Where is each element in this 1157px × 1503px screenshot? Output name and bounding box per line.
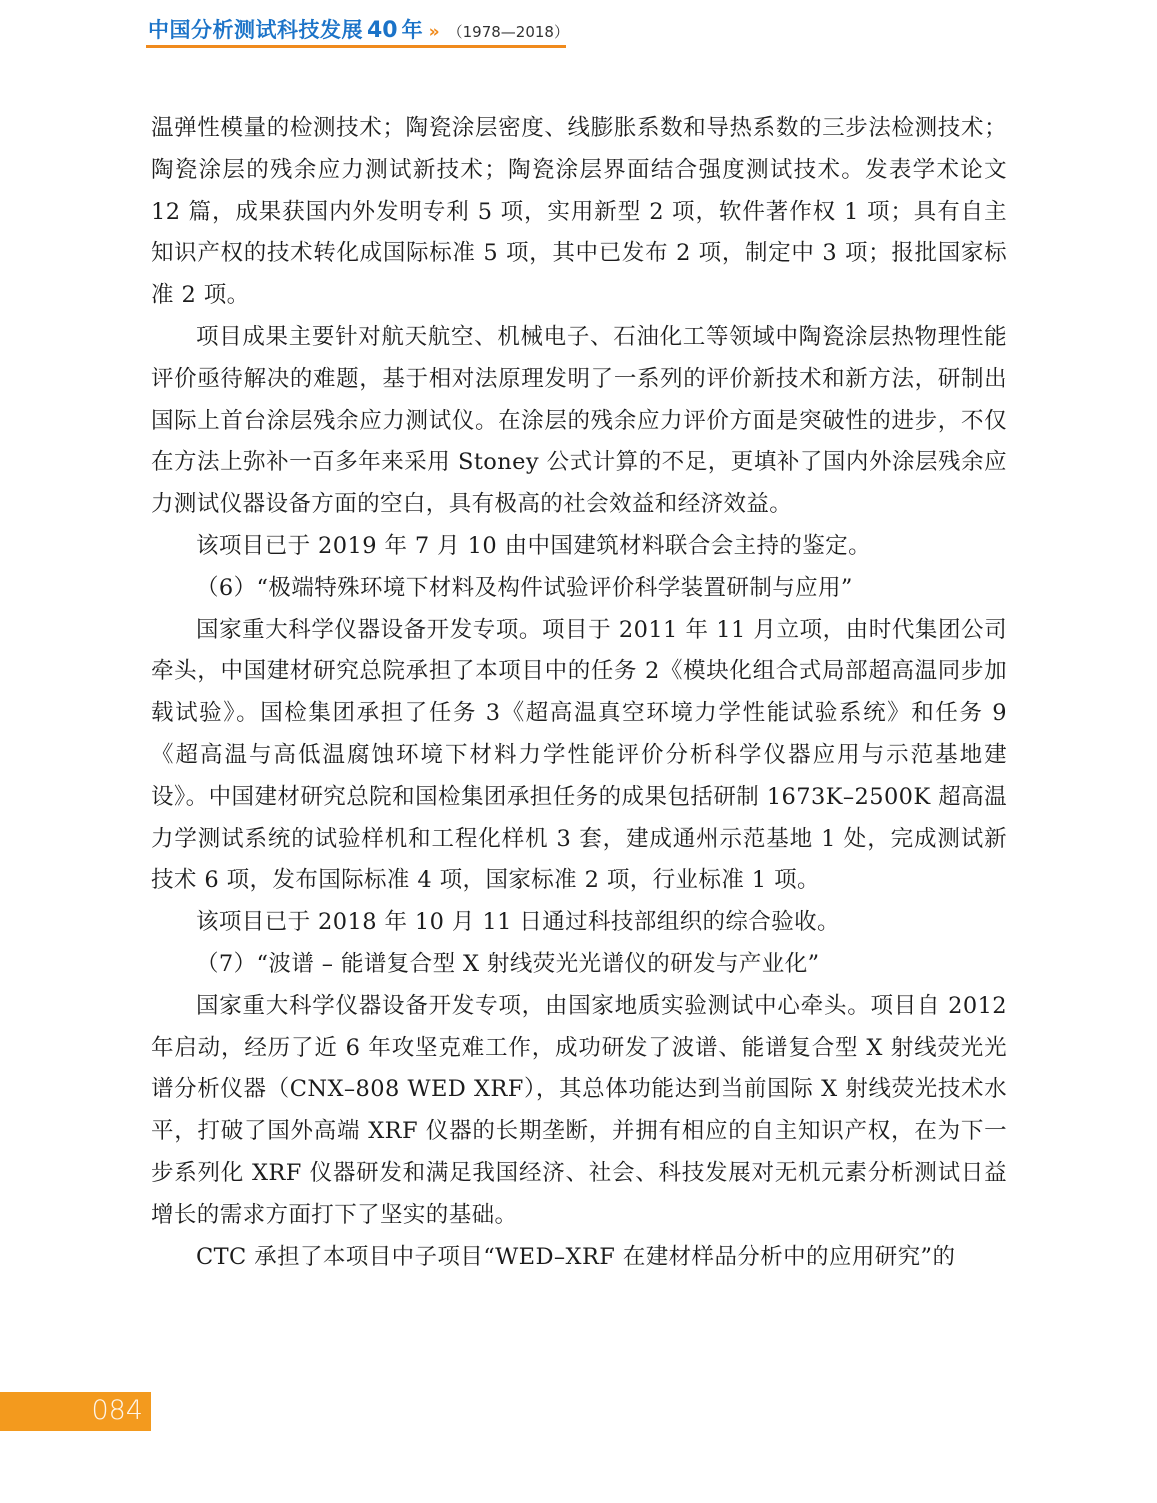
- double-chevron-icon: »: [428, 22, 438, 42]
- page-number-tab: [0, 1392, 151, 1431]
- running-header: [148, 14, 569, 46]
- section-heading-6: （6）“极端特殊环境下材料及构件试验评价科学装置研制与应用”: [196, 574, 853, 601]
- paragraph-1: 温弹性模量的检测技术；陶瓷涂层密度、线膨胀系数和导热系数的三步法检测技术；陶瓷涂层的残余应力测试新技术；陶瓷涂层界面结合强度测试技术。发表学术论文 12 篇，成果获国内外发明专利 5 项，实用新型 2 项，软件著作权 1 项；具有自主知识产权的技术转化成国际标准 5 项，其中已发布 2 项，制定中 3 项；报批国家标准 2 项。: [151, 115, 1007, 309]
- page-number: 084: [91, 1395, 143, 1426]
- header-title-tail: 年: [401, 18, 423, 42]
- paragraph-6: 该项目已于 2018 年 10 月 11 日通过科技部组织的综合验收。: [196, 909, 840, 936]
- header-rule: [146, 45, 566, 48]
- paragraph-9: CTC 承担了本项目中子项目“WED–XRF 在建材样品分析中的应用研究”的: [196, 1243, 956, 1270]
- paragraph-8: 国家重大科学仪器设备开发专项，由国家地质实验测试中心牵头。项目自 2012 年启动，经历了近 6 年攻坚克难工作，成功研发了波谱、能谱复合型 X 射线荧光光谱分析仪器（CNX–808 WED XRF），其总体功能达到当前国际 X 射线荧光技术水平，打破了国外高端 XRF 仪器的长期垄断，并拥有相应的自主知识产权，在为下一步系列化 XRF 仪器研发和满足我国经济、社会、科技发展对无机元素分析测试日益增长的需求方面打下了坚实的基础。: [151, 992, 1007, 1228]
- body-text: [151, 108, 1007, 1278]
- paragraph-3: 该项目已于 2019 年 7 月 10 由中国建筑材料联合会主持的鉴定。: [196, 532, 872, 559]
- header-title: 中国分析测试科技发展: [148, 18, 363, 42]
- paragraph-5: 国家重大科学仪器设备开发专项。项目于 2011 年 11 月立项，由时代集团公司牵头，中国建材研究总院承担了本项目中的任务 2《模块化组合式局部超高温同步加载试验》。国检集团承担了任务 3《超高温真空环境力学性能试验系统》和任务 9《超高温与高低温腐蚀环境下材料力学性能评价分析科学仪器应用与示范基地建设》。中国建材研究总院和国检集团承担任务的成果包括研制 1673K–2500K 超高温力学测试系统的试验样机和工程化样机 3 套，建成通州示范基地 1 处，完成测试新技术 6 项，发布国际标准 4 项，国家标准 2 项，行业标准 1 项。: [151, 616, 1007, 894]
- header-years: （1978—2018）: [447, 23, 569, 41]
- paragraph-2: 项目成果主要针对航天航空、机械电子、石油化工等领域中陶瓷涂层热物理性能评价亟待解决的难题，基于相对法原理发明了一系列的评价新技术和新方法，研制出国际上首台涂层残余应力测试仪。在涂层的残余应力评价方面是突破性的进步，不仅在方法上弥补一百多年来采用 Stoney 公式计算的不足，更填补了国内外涂层残余应力测试仪器设备方面的空白，具有极高的社会效益和经济效益。: [151, 323, 1007, 518]
- section-heading-7: （7）“波谱 – 能谱复合型 X 射线荧光光谱仪的研发与产业化”: [196, 950, 820, 977]
- header-number: 40: [367, 18, 398, 43]
